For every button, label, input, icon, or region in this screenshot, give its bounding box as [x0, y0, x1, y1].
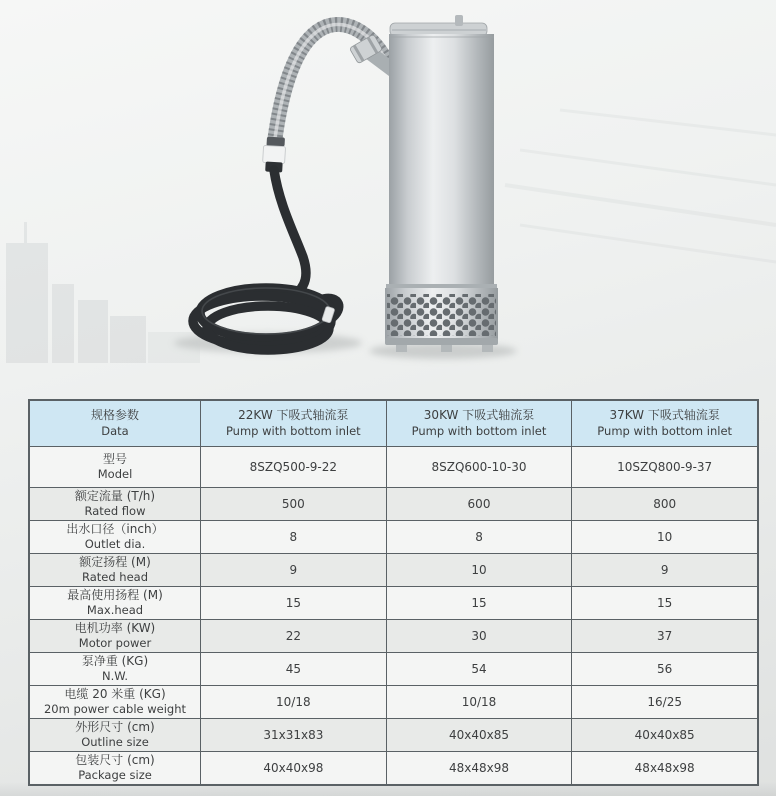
- spec-label-cell: [30, 521, 200, 553]
- label-en: N.W.: [102, 669, 128, 684]
- spec-label-cell: [30, 620, 200, 652]
- spec-label-cell: [30, 719, 200, 751]
- spec-value-cell: 10SZQ800-9-37: [571, 447, 757, 487]
- label-en: Outlet dia.: [84, 537, 146, 552]
- label-en: Motor power: [78, 636, 152, 651]
- spec-value-cell: 37: [571, 620, 757, 652]
- pump-photo: [0, 0, 776, 396]
- header-zh: 22KW 下吸式轴流泵: [238, 408, 349, 423]
- spec-label-cell: [30, 447, 200, 487]
- spec-value-cell: 15: [200, 587, 386, 619]
- spec-row-cable-weight: [30, 685, 757, 718]
- spec-value-cell: 500: [200, 488, 386, 520]
- label-zh: 电机功率 (KW): [74, 620, 156, 635]
- spec-value-cell: 8SZQ600-10-30: [386, 447, 572, 487]
- spec-value-cell: 15: [386, 587, 572, 619]
- header-en: Pump with bottom inlet: [411, 423, 547, 438]
- spec-value-cell: 8: [200, 521, 386, 553]
- spec-value-cell: 56: [571, 653, 757, 685]
- header-zh: 规格参数: [90, 408, 139, 423]
- label-en: Max.head: [86, 603, 144, 618]
- spec-value-cell: 10: [386, 554, 572, 586]
- spec-table: [28, 399, 759, 786]
- spec-value-cell: 16/25: [571, 686, 757, 718]
- spec-value-cell: 31x31x83: [200, 719, 386, 751]
- header-cell-37kw: [571, 401, 757, 446]
- spec-value-cell: 40x40x98: [200, 752, 386, 784]
- spec-label-cell: [30, 488, 200, 520]
- spec-label-cell: [30, 686, 200, 718]
- spec-value-cell: 15: [571, 587, 757, 619]
- spec-value-cell: 10/18: [200, 686, 386, 718]
- label-en: Outline size: [81, 735, 149, 750]
- label-en: Rated head: [81, 570, 149, 585]
- spec-value-cell: 48x48x98: [571, 752, 757, 784]
- label-en: Rated flow: [84, 504, 146, 519]
- spec-row-max-head: [30, 586, 757, 619]
- label-en: 20m power cable weight: [43, 702, 187, 717]
- spec-value-cell: 9: [200, 554, 386, 586]
- label-zh: 最高使用扬程 (M): [67, 587, 163, 602]
- header-zh: 30KW 下吸式轴流泵: [423, 408, 535, 423]
- label-zh: 包装尺寸 (cm): [75, 752, 155, 767]
- spec-value-cell: 40x40x85: [386, 719, 572, 751]
- header-zh: 37KW 下吸式轴流泵: [609, 408, 720, 423]
- label-zh: 外形尺寸 (cm): [75, 719, 155, 734]
- header-cell-data: [30, 401, 200, 446]
- spec-label-cell: [30, 587, 200, 619]
- spec-row-rated-head: [30, 553, 757, 586]
- skyline-watermark: [6, 222, 200, 363]
- label-zh: 型号: [102, 451, 127, 466]
- table-header-row: [30, 401, 757, 446]
- label-en: Package size: [78, 768, 152, 783]
- header-en: Pump with bottom inlet: [225, 423, 361, 438]
- label-zh: 出水口径（inch）: [66, 521, 164, 536]
- spec-value-cell: 10/18: [386, 686, 572, 718]
- header-cell-30kw: [386, 401, 572, 446]
- background-streaks: [505, 110, 776, 262]
- header-en: Pump with bottom inlet: [597, 423, 733, 438]
- spec-row-motor-power: [30, 619, 757, 652]
- spec-row-rated-flow: [30, 487, 757, 520]
- pump-strainer: [385, 284, 498, 352]
- header-cell-22kw: [200, 401, 386, 446]
- spec-label-cell: [30, 554, 200, 586]
- spec-value-cell: 48x48x98: [386, 752, 572, 784]
- spec-row-net-weight: [30, 652, 757, 685]
- spec-row-outline-size: [30, 718, 757, 751]
- spec-value-cell: 8: [386, 521, 572, 553]
- spec-label-cell: [30, 752, 200, 784]
- cable-coil: [193, 288, 332, 350]
- label-en: Model: [97, 467, 133, 482]
- spec-value-cell: 9: [571, 554, 757, 586]
- spec-value-cell: 54: [386, 653, 572, 685]
- spec-row-package-size: [30, 751, 757, 784]
- label-zh: 额定扬程 (M): [79, 554, 151, 569]
- pump-body: [389, 15, 494, 288]
- spec-label-cell: [30, 653, 200, 685]
- spec-value-cell: 10: [571, 521, 757, 553]
- label-zh: 电缆 20 米重 (KG): [64, 686, 166, 701]
- spec-value-cell: 22: [200, 620, 386, 652]
- pump-photo-svg: [0, 0, 776, 396]
- spec-value-cell: 8SZQ500-9-22: [200, 447, 386, 487]
- spec-value-cell: 45: [200, 653, 386, 685]
- spec-value-cell: 800: [571, 488, 757, 520]
- spec-row-model: [30, 446, 757, 487]
- spec-value-cell: 30: [386, 620, 572, 652]
- label-zh: 额定流量 (T/h): [74, 488, 156, 503]
- label-zh: 泵净重 (KG): [81, 653, 149, 668]
- spec-value-cell: 600: [386, 488, 572, 520]
- spec-row-outlet-dia: [30, 520, 757, 553]
- spec-value-cell: 40x40x85: [571, 719, 757, 751]
- header-en: Data: [101, 423, 129, 438]
